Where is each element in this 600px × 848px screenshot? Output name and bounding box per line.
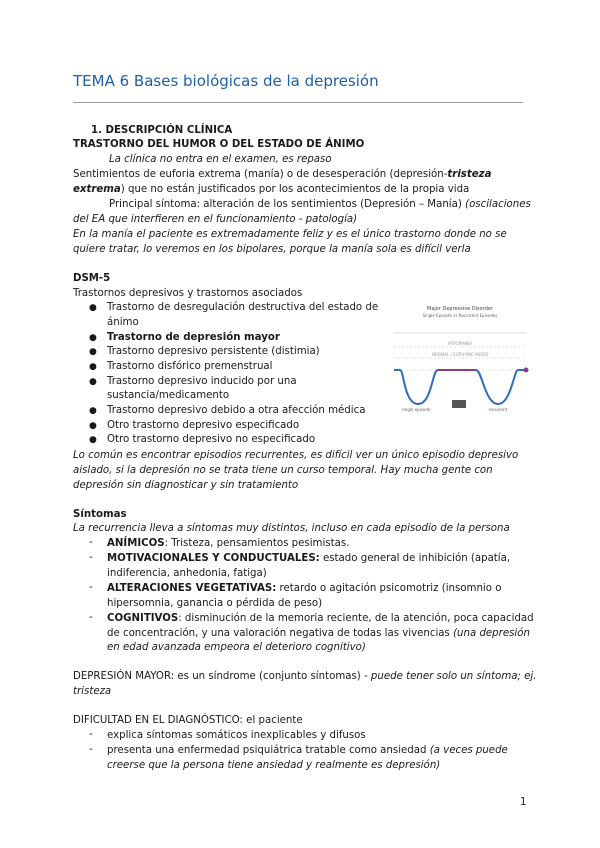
- dash-icon: -: [89, 729, 93, 740]
- wave-line: [394, 370, 476, 404]
- dsm-heading: DSM-5: [73, 273, 111, 284]
- end-marker: [524, 368, 529, 373]
- section-heading: 1. DESCRIPCIÓN CLÍNICA: [91, 125, 233, 136]
- paragraph-line: del EA que interfieren en el funcionamiento - patología): [73, 214, 358, 225]
- list-item: sustancia/medicamento: [107, 390, 230, 401]
- mdd-figure: [390, 300, 530, 412]
- band-label: HYPOMANIA: [447, 341, 473, 346]
- list-item: Trastorno de depresión mayor: [107, 332, 280, 343]
- paragraph-line: quiere tratar, lo veremos en los bipolares, porque la manía sola es difícil verla: [73, 244, 471, 255]
- dash-icon: -: [89, 612, 93, 623]
- figure-title: Major Depressive Disorder: [427, 306, 493, 312]
- bullet-icon: ●: [89, 406, 97, 416]
- page-number: 1: [520, 797, 527, 808]
- list-item: Trastorno depresivo inducido por una: [107, 376, 297, 387]
- band-label: NORMAL / EUTHYMIC MOOD: [431, 352, 489, 357]
- list-item: ANÍMICOS: Tristeza, pensamientos pesimistas.: [107, 538, 350, 549]
- list-item: Trastorno depresivo debido a otra afección médica: [107, 405, 366, 416]
- sintomas-intro: La recurrencia lleva a síntomas muy distintos, incluso en cada episodio de la persona: [73, 523, 510, 534]
- list-item: creerse que la persona tiene ansiedad y realmente es depresión): [107, 760, 441, 771]
- paragraph-line: Lo común es encontrar episodios recurrentes, es difícil ver un único episodio depresivo: [73, 450, 519, 461]
- list-item: COGNITIVOS: disminución de la memoria reciente, de la atención, poca capacidad: [107, 613, 534, 624]
- paragraph-line: Principal síntoma: alteración de los sentimientos (Depresión – Manía) (oscilaciones: [109, 199, 531, 210]
- wave-line: [476, 370, 526, 404]
- axis-label: recurrent: [488, 407, 508, 412]
- paragraph-line: Sentimientos de euforia extrema (manía) o de desesperación (depresión-tristeza: [73, 169, 492, 180]
- bullet-icon: ●: [89, 377, 97, 387]
- dash-icon: -: [89, 744, 93, 755]
- title-divider: [73, 102, 523, 103]
- bullet-icon: ●: [89, 347, 97, 357]
- bullet-icon: ●: [89, 421, 97, 431]
- list-item: Trastorno depresivo persistente (distimia): [107, 346, 320, 357]
- list-item: de concentración, y una valoración negativa de todas las vivencias (una depresión: [107, 628, 530, 639]
- list-item: presenta una enfermedad psiquiátrica tratable como ansiedad (a veces puede: [107, 745, 508, 756]
- paragraph-line: aislado, si la depresión no se trata tiene un curso temporal. Hay mucha gente con: [73, 465, 493, 476]
- dsm-intro: Trastornos depresivos y trastornos asociados: [73, 288, 303, 299]
- bullet-icon: ●: [89, 362, 97, 372]
- dash-icon: -: [89, 552, 93, 563]
- paragraph-line: depresión sin diagnosticar y sin tratamiento: [73, 480, 299, 491]
- dash-icon: -: [89, 582, 93, 593]
- list-item: Otro trastorno depresivo especificado: [107, 420, 300, 431]
- section-subheading: TRASTORNO DEL HUMOR O DEL ESTADO DE ÁNIMO: [73, 139, 365, 150]
- bullet-icon: ●: [89, 333, 97, 343]
- list-item: Otro trastorno depresivo no especificado: [107, 434, 316, 445]
- axis-label: single episode: [401, 407, 431, 412]
- bullet-icon: ●: [89, 303, 97, 313]
- paragraph-line: tristeza: [73, 686, 112, 697]
- list-item: Trastorno de desregulación destructiva del estado de: [107, 302, 379, 313]
- dash-icon: -: [89, 537, 93, 548]
- list-item: Trastorno disfórico premenstrual: [107, 361, 273, 372]
- paragraph-line: DEPRESIÓN MAYOR: es un síndrome (conjunto síntomas) - puede tener solo un síntoma; ej.: [73, 671, 537, 682]
- legend-box: [452, 400, 466, 408]
- sintomas-heading: Síntomas: [73, 509, 127, 520]
- list-item: en edad avanzada empeora el deterioro cognitivo): [107, 642, 366, 653]
- note-text: La clínica no entra en el examen, es repaso: [109, 154, 332, 165]
- paragraph-line: extrema) que no están justificados por los acontecimientos de la propia vida: [73, 184, 470, 195]
- list-item: ánimo: [107, 317, 139, 328]
- figure-subtitle: Single Episode vs Recurrent Episodes: [422, 313, 498, 318]
- list-item: ALTERACIONES VEGETATIVAS: retardo o agitación psicomotriz (insomnio o: [107, 583, 502, 594]
- list-item: hipersomnia, ganancia o pérdida de peso): [107, 598, 323, 609]
- page-title: TEMA 6 Bases biológicas de la depresión: [73, 72, 379, 90]
- paragraph-line: En la manía el paciente es extremadamente feliz y es el único trastorno donde no se: [73, 229, 507, 240]
- list-item: MOTIVACIONALES Y CONDUCTUALES: estado general de inhibición (apatía,: [107, 553, 511, 564]
- list-item: indiferencia, anhedonia, fatiga): [107, 568, 267, 579]
- bullet-icon: ●: [89, 435, 97, 445]
- list-item: explica síntomas somáticos inexplicables y difusos: [107, 730, 366, 741]
- dificultad-heading: DIFICULTAD EN EL DIAGNÓSTICO: el paciente: [73, 715, 303, 726]
